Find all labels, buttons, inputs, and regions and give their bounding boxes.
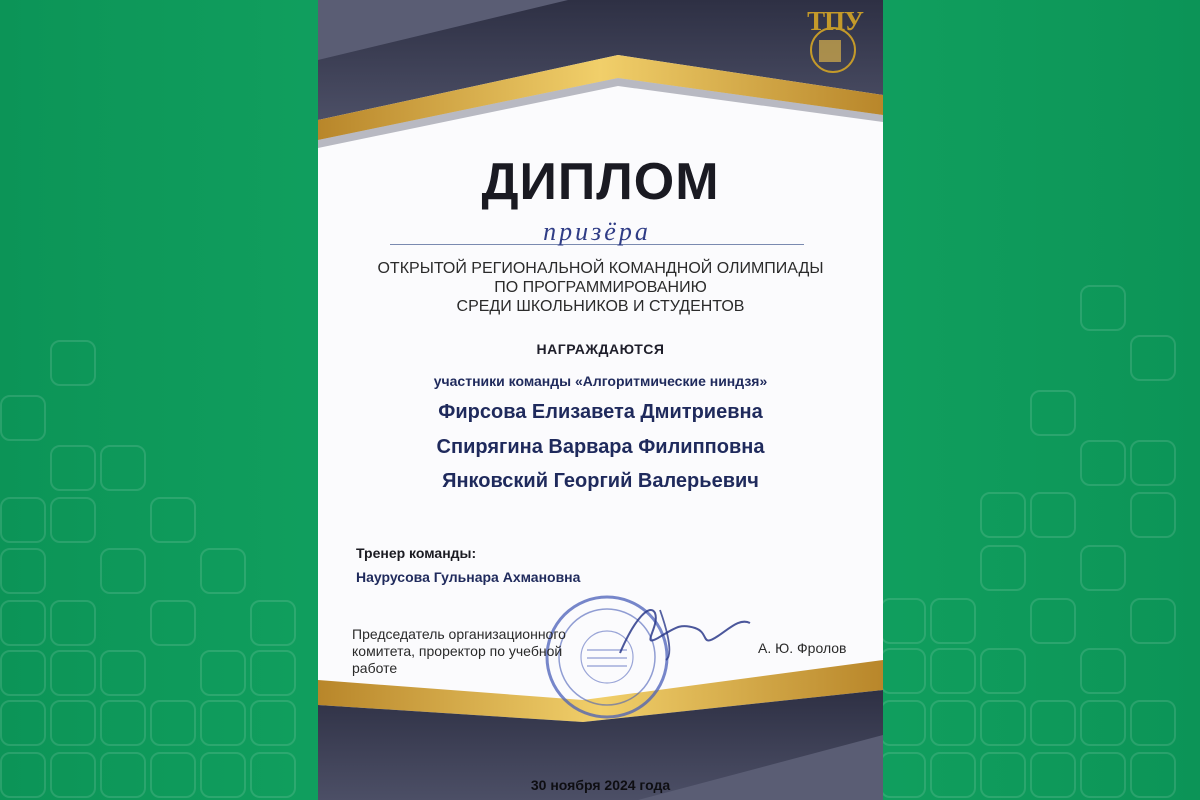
rank-text: призёра	[390, 222, 804, 245]
chairman-title	[352, 626, 602, 677]
coach-name: Наурусова Гульнара Ахмановна	[356, 569, 581, 585]
olympiad-line-1: ОТКРЫТОЙ РЕГИОНАЛЬНОЙ КОМАНДНОЙ ОЛИМПИАДЫ	[377, 260, 824, 277]
chairman-title-line: работе	[352, 660, 398, 676]
signature	[600, 598, 760, 668]
olympiad-line-3: СРЕДИ ШКОЛЬНИКОВ И СТУДЕНТОВ	[456, 298, 745, 315]
chairman-title-line: комитета, проректор по учебной	[352, 643, 563, 659]
decorative-tiles-left	[0, 0, 320, 800]
team-member-name: Фирсова Елизавета Дмитриевна	[438, 401, 763, 423]
coach-label: Тренер команды:	[356, 545, 477, 561]
diploma-document	[318, 0, 883, 800]
awarded-heading: НАГРАЖДАЮТСЯ	[536, 341, 665, 357]
team-line: участники команды «Алгоритмические ниндзя»	[433, 373, 768, 389]
signer-name: А. Ю. Фролов	[758, 640, 847, 656]
decorative-tiles-right	[880, 0, 1200, 800]
diploma-title: ДИПЛОМ	[481, 153, 720, 211]
issue-date: 30 ноября 2024 года	[530, 777, 671, 793]
team-member-name: Янковский Георгий Валерьевич	[442, 470, 759, 492]
logo-text: ТПУ	[807, 6, 863, 36]
chairman-title-line: Председатель организационного	[352, 626, 566, 642]
team-member-name: Спирягина Варвара Филипповна	[436, 436, 765, 458]
olympiad-line-2: ПО ПРОГРАММИРОВАНИЮ	[494, 279, 707, 296]
